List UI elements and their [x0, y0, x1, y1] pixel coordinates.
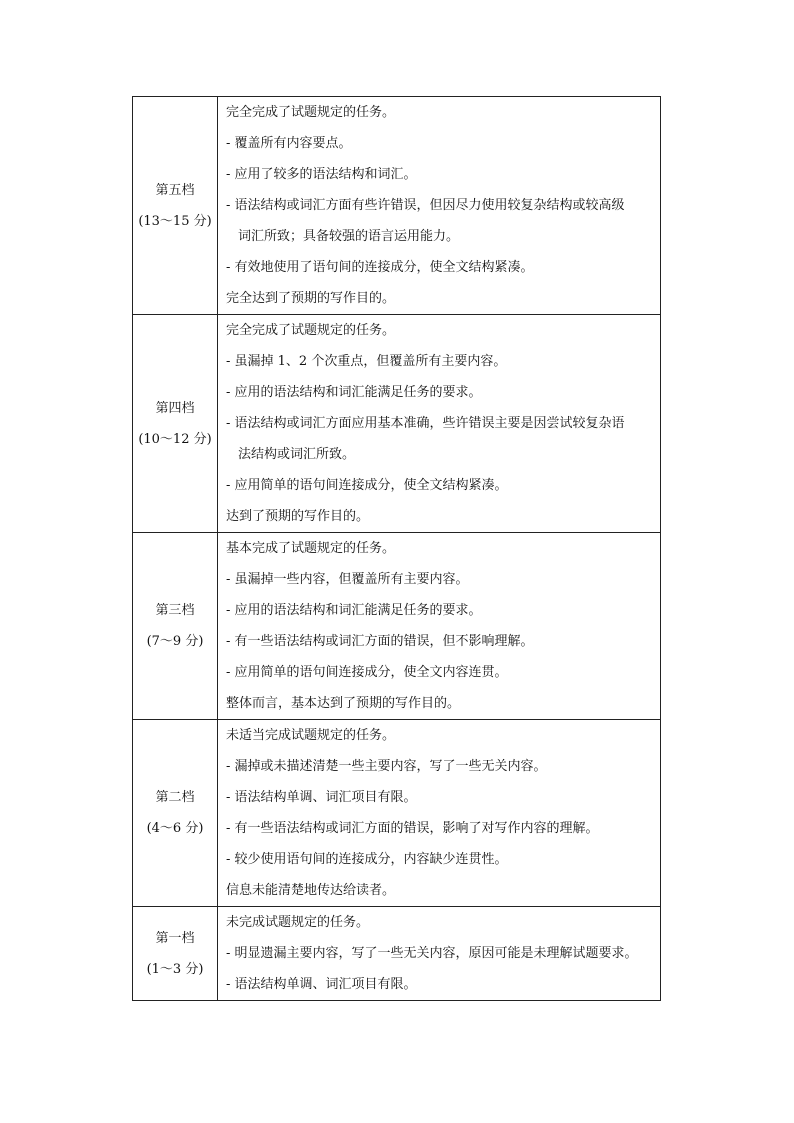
criteria-cell [218, 907, 661, 1001]
rubric-body [133, 97, 661, 1001]
criteria-line: - 有效地使用了语句间的连接成分，使全文结构紧凑。 [226, 260, 534, 275]
criteria-line: 未适当完成试题规定的任务。 [226, 728, 396, 743]
criteria-line: 整体而言，基本达到了预期的写作目的。 [226, 696, 461, 711]
criteria-line: - 明显遗漏主要内容，写了一些无关内容，原因可能是未理解试题要求。 [226, 946, 638, 961]
rubric-row [133, 720, 661, 907]
criteria-line: - 虽漏掉 1、2 个次重点，但覆盖所有主要内容。 [226, 354, 507, 369]
grade-score-range: (1～3 分) [146, 961, 204, 977]
criteria-line: 完全达到了预期的写作目的。 [226, 291, 396, 306]
grade-name: 第一档 [155, 930, 195, 946]
criteria-line: - 语法结构或词汇方面应用基本准确，些许错误主要是因尝试较复杂语 [226, 416, 625, 431]
criteria-cell [218, 533, 661, 720]
criteria-line: - 虽漏掉一些内容，但覆盖所有主要内容。 [226, 572, 469, 587]
grade-cell [133, 97, 218, 315]
criteria-line: - 有一些语法结构或词汇方面的错误，但不影响理解。 [226, 634, 534, 649]
criteria-line: - 应用简单的语句间连接成分，使全文结构紧凑。 [226, 478, 508, 493]
criteria-line: 完全完成了试题规定的任务。 [226, 323, 396, 338]
grade-score-range: (13～15 分) [138, 213, 212, 229]
criteria-line: - 应用的语法结构和词汇能满足任务的要求。 [226, 603, 482, 618]
criteria-line: 法结构或词汇所致。 [238, 447, 356, 462]
criteria-line: - 应用了较多的语法结构和词汇。 [226, 167, 417, 182]
criteria-line: - 应用简单的语句间连接成分，使全文内容连贯。 [226, 665, 508, 680]
grade-score-range: (4～6 分) [146, 821, 204, 836]
grade-cell [133, 907, 218, 1001]
criteria-line: 词汇所致；具备较强的语言运用能力。 [238, 229, 460, 244]
criteria-line: - 语法结构单调、词汇项目有限。 [226, 790, 417, 805]
criteria-line: 信息未能清楚地传达给读者。 [226, 883, 396, 898]
grade-name: 第五档 [155, 182, 195, 198]
criteria-line: - 应用的语法结构和词汇能满足任务的要求。 [226, 385, 482, 400]
grade-cell [133, 720, 218, 907]
criteria-line: - 覆盖所有内容要点。 [226, 136, 352, 151]
criteria-line: 基本完成了试题规定的任务。 [226, 541, 396, 556]
criteria-line: - 语法结构或词汇方面有些许错误，但因尽力使用较复杂结构或较高级 [226, 198, 625, 213]
rubric-row [133, 315, 661, 533]
criteria-line: 未完成试题规定的任务。 [226, 915, 370, 930]
grade-name: 第四档 [155, 400, 195, 416]
grade-score-range: (10～12 分) [138, 431, 212, 447]
criteria-line: - 漏掉或未描述清楚一些主要内容，写了一些无关内容。 [226, 759, 547, 774]
criteria-cell [218, 97, 661, 315]
rubric-row [133, 907, 661, 1001]
grade-name: 第三档 [155, 603, 195, 618]
grade-cell [133, 315, 218, 533]
criteria-line: 达到了预期的写作目的。 [226, 509, 370, 524]
criteria-line: - 语法结构单调、词汇项目有限。 [226, 977, 417, 992]
grade-score-range: (7～9 分) [146, 634, 204, 649]
grade-cell [133, 533, 218, 720]
criteria-line: 完全完成了试题规定的任务。 [226, 105, 396, 120]
criteria-cell [218, 720, 661, 907]
criteria-cell [218, 315, 661, 533]
rubric-row [133, 97, 661, 315]
grade-name: 第二档 [155, 790, 195, 805]
criteria-line: - 有一些语法结构或词汇方面的错误，影响了对写作内容的理解。 [226, 821, 599, 836]
scoring-rubric-table [132, 96, 661, 1001]
criteria-line: - 较少使用语句间的连接成分，内容缺少连贯性。 [226, 852, 508, 867]
rubric-row [133, 533, 661, 720]
